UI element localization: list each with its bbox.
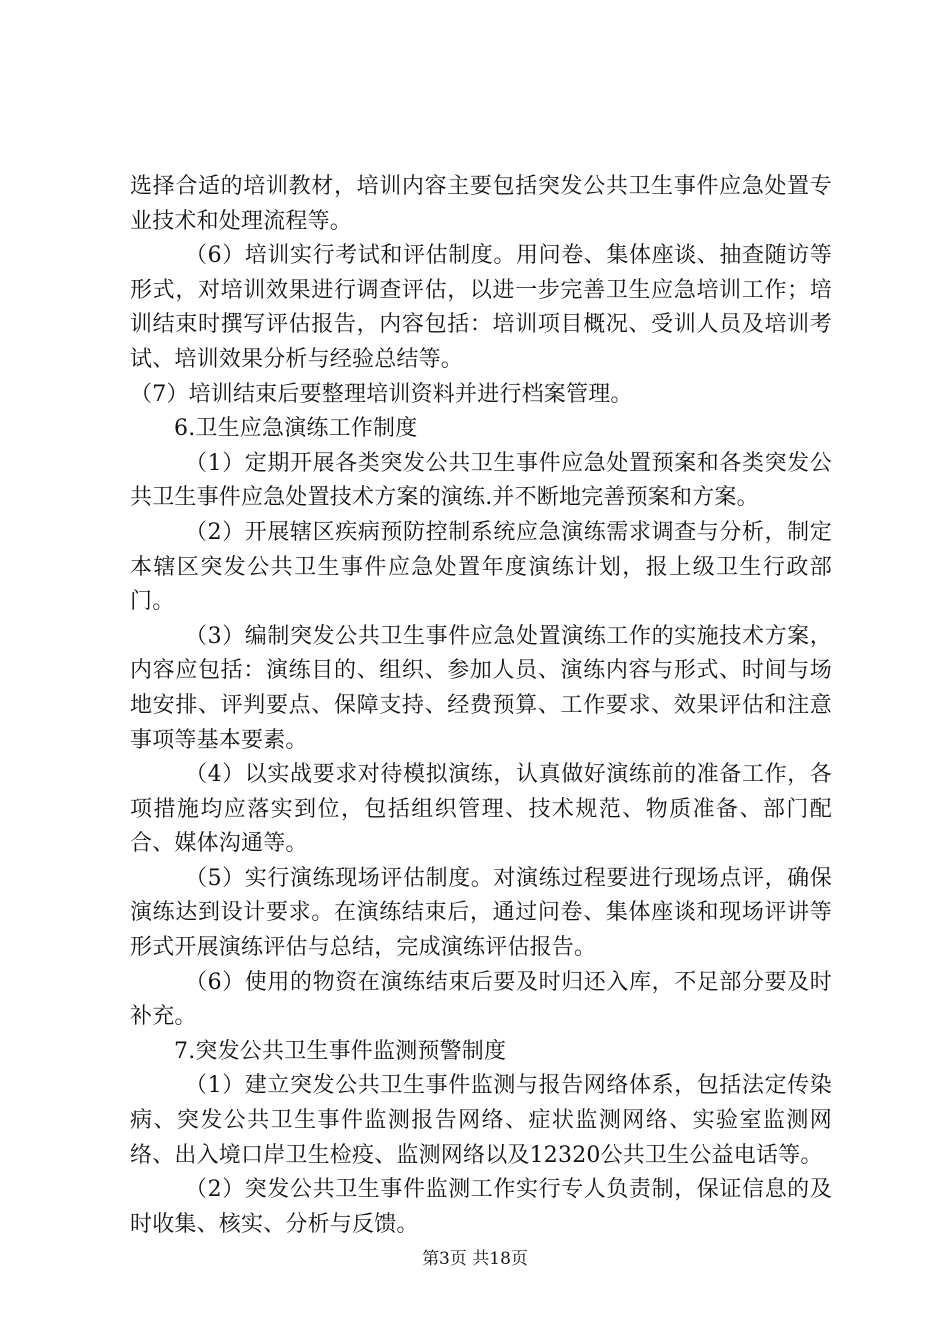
- paragraph-drill-item-1: （1）定期开展各类突发公共卫生事件应急处置预案和各类突发公共卫生事件应急处置技术方案的演练.并不断地完善预案和方案。: [130, 450, 832, 511]
- paragraph-drill-item-3: （3）编制突发公共卫生事件应急处置演练工作的实施技术方案，内容应包括：演练目的、组织、参加人员、演练内容与形式、时间与场地安排、评判要点、保障支持、经费预算、工作要求、效果评估和注意事项等基本要素。: [130, 623, 832, 753]
- page-number-footer: 第3页 共18页: [422, 1249, 528, 1269]
- paragraph-training-item-7: （7）培训结束后要整理培训资料并进行档案管理。: [130, 381, 633, 407]
- paragraph-drill-item-2: （2）开展辖区疾病预防控制系统应急演练需求调查与分析，制定本辖区突发公共卫生事件应急处置年度演练计划，报上级卫生行政部门。: [130, 519, 832, 615]
- section-heading-7: 7.突发公共卫生事件监测预警制度: [174, 1038, 507, 1064]
- paragraph-training-item-6: （6）培训实行考试和评估制度。用问卷、集体座谈、抽查随访等形式，对培训效果进行调查评估，以进一步完善卫生应急培训工作；培训结束时撰写评估报告，内容包括：培训项目概况、受训人员及培训考试、培训效果分析与经验总结等。: [130, 243, 832, 372]
- paragraph-continuation: 选择合适的培训教材，培训内容主要包括突发公共卫生事件应急处置专业技术和处理流程等。: [130, 174, 832, 234]
- paragraph-monitor-item-1: （1）建立突发公共卫生事件监测与报告网络体系，包括法定传染病、突发公共卫生事件监测报告网络、症状监测网络、实验室监测网络、出入境口岸卫生检疫、监测网络以及12320公共卫生公益电话等。: [130, 1073, 832, 1168]
- paragraph-drill-item-4: （4）以实战要求对待模拟演练，认真做好演练前的准备工作，各项措施均应落实到位，包括组织管理、技术规范、物质准备、部门配合、媒体沟通等。: [130, 762, 832, 857]
- paragraph-drill-item-5: （5）实行演练现场评估制度。对演练过程要进行现场点评，确保演练达到设计要求。在演练结束后，通过问卷、集体座谈和现场评讲等形式开展演练评估与总结，完成演练评估报告。: [130, 865, 832, 961]
- document-body: [130, 170, 832, 1242]
- section-heading-6: 6.卫生应急演练工作制度: [174, 416, 418, 442]
- paragraph-drill-item-6: （6）使用的物资在演练结束后要及时归还入库，不足部分要及时补充。: [130, 969, 832, 1030]
- paragraph-monitor-item-2: （2）突发公共卫生事件监测工作实行专人负责制，保证信息的及时收集、核实、分析与反馈。: [130, 1177, 832, 1237]
